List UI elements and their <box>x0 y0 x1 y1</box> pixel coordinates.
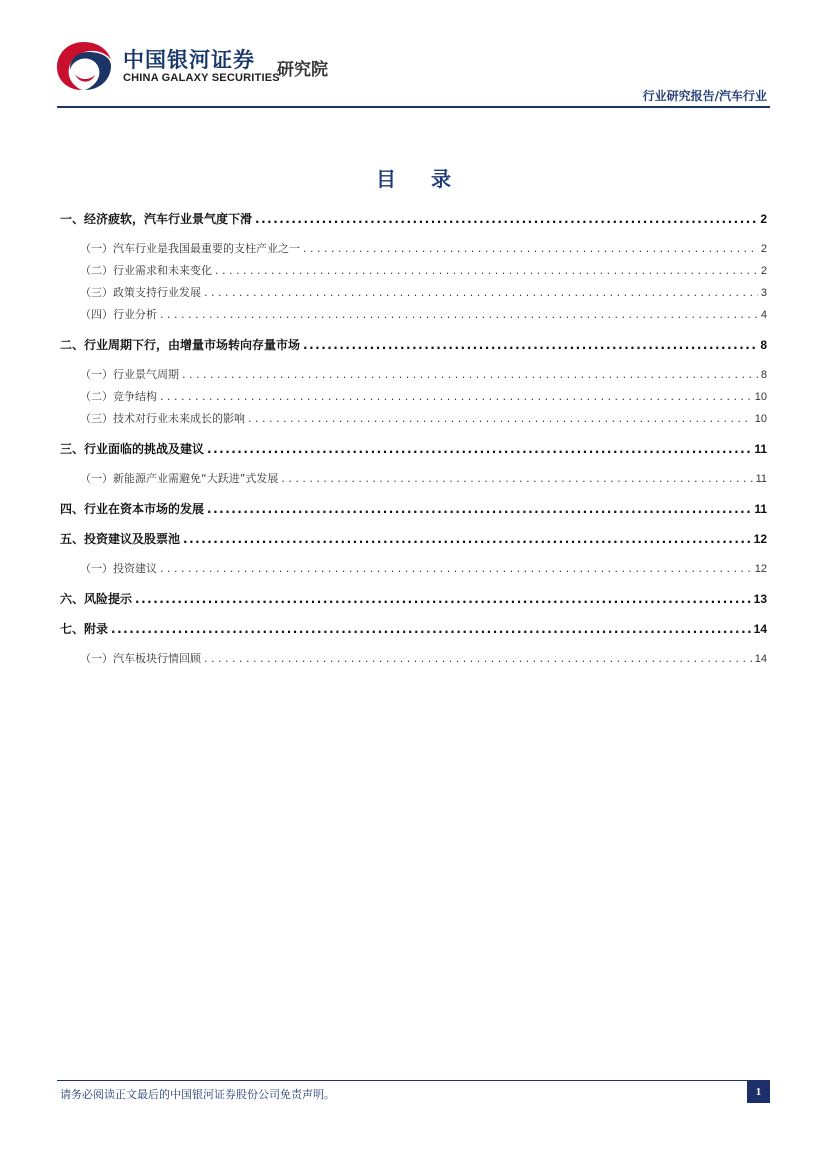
toc-dot-leader <box>204 652 752 665</box>
toc-entry-text: （二）行业需求和未来变化 <box>80 264 212 277</box>
toc-entry-text: （一）行业景气周期 <box>80 368 179 381</box>
toc-dot-leader <box>207 442 751 456</box>
disclaimer-text: 请务必阅读正文最后的中国银河证券股份公司免责声明。 <box>60 1088 335 1101</box>
toc-subsection-entry[interactable] <box>80 470 767 486</box>
toc-dot-leader <box>111 622 751 636</box>
toc-section-entry[interactable] <box>60 620 767 637</box>
toc-entry-text: （三）政策支持行业发展 <box>80 286 201 299</box>
toc-section-entry[interactable] <box>60 590 767 607</box>
toc-dot-leader <box>248 412 752 425</box>
toc-dot-leader <box>160 308 758 321</box>
toc-dot-leader <box>182 368 758 381</box>
toc-subsection-entry[interactable] <box>80 262 767 278</box>
toc-page-number: 10 <box>754 391 767 403</box>
page-number-badge: 1 <box>747 1081 770 1103</box>
toc-subsection-entry[interactable] <box>80 388 767 404</box>
toc-page-number: 11 <box>754 502 767 516</box>
toc-subsection-entry[interactable] <box>80 650 767 666</box>
toc-dot-leader <box>303 338 757 352</box>
report-type-label: 行业研究报告/汽车行业 <box>642 89 767 103</box>
toc-page-number: 10 <box>754 413 767 425</box>
toc-dot-leader <box>215 264 758 277</box>
toc-dot-leader <box>183 532 751 546</box>
toc-entry-text: 一、经济疲软，汽车行业景气度下滑 <box>60 212 253 226</box>
galaxy-logo-icon <box>55 40 113 92</box>
toc-page-number: 13 <box>753 592 767 606</box>
header-divider <box>57 106 770 108</box>
toc-entry-text: 七、附录 <box>60 622 109 636</box>
toc-dot-leader <box>255 212 757 226</box>
page-header <box>0 0 827 110</box>
toc-subsection-entry[interactable] <box>80 284 767 300</box>
toc-section-entry[interactable] <box>60 530 767 547</box>
toc-entry-text: 三、行业面临的挑战及建议 <box>60 442 205 456</box>
toc-page-number: 12 <box>753 532 767 546</box>
toc-page-number: 8 <box>760 369 767 381</box>
toc-dot-leader <box>160 390 752 403</box>
toc-entry-text: （二）竞争结构 <box>80 390 157 403</box>
toc-dot-leader <box>281 472 752 485</box>
toc-page-number: 14 <box>754 653 767 665</box>
toc-title: 目 录 <box>376 167 465 191</box>
toc-entry-text: （一）投资建议 <box>80 562 157 575</box>
toc-section-entry[interactable] <box>60 336 767 353</box>
toc-page-number: 3 <box>760 287 767 299</box>
toc-dot-leader <box>303 242 758 255</box>
toc-page-number: 2 <box>760 243 767 255</box>
toc-subsection-entry[interactable] <box>80 560 767 576</box>
toc-subsection-entry[interactable] <box>80 240 767 256</box>
toc-page-number: 4 <box>760 309 767 321</box>
toc-section-entry[interactable] <box>60 440 767 457</box>
toc-page-number: 2 <box>760 265 767 277</box>
toc-entry-text: 二、行业周期下行，由增量市场转向存量市场 <box>60 338 301 352</box>
brand-name-cn: 中国银河证券 <box>123 48 255 72</box>
brand-name-en: CHINA GALAXY SECURITIES <box>123 72 280 84</box>
toc-entry-text: 五、投资建议及股票池 <box>60 532 181 546</box>
toc-entry-text: （三）技术对行业未来成长的影响 <box>80 412 245 425</box>
toc-page-number: 11 <box>755 473 767 485</box>
toc-dot-leader <box>204 286 758 299</box>
toc-page-number: 14 <box>753 622 767 636</box>
toc-dot-leader <box>207 502 751 516</box>
toc-section-entry[interactable] <box>60 210 767 227</box>
toc-entry-text: （一）汽车行业是我国最重要的支柱产业之一 <box>80 242 300 255</box>
toc-entry-text: （一）新能源产业需避免“大跃进”式发展 <box>80 472 279 485</box>
toc-entry-text: （四）行业分析 <box>80 308 157 321</box>
toc-subsection-entry[interactable] <box>80 366 767 382</box>
toc-entry-text: 六、风险提示 <box>60 592 133 606</box>
institute-label: 研究院 <box>277 60 328 80</box>
toc-dot-leader <box>135 592 751 606</box>
toc-entry-text: （一）汽车板块行情回顾 <box>80 652 201 665</box>
toc-dot-leader <box>160 562 752 575</box>
toc-page-number: 2 <box>760 212 767 226</box>
toc-section-entry[interactable] <box>60 500 767 517</box>
footer-divider <box>57 1080 770 1081</box>
toc-page-number: 12 <box>754 563 767 575</box>
toc-entry-text: 四、行业在资本市场的发展 <box>60 502 205 516</box>
toc-page-number: 8 <box>760 338 767 352</box>
toc-subsection-entry[interactable] <box>80 306 767 322</box>
toc-subsection-entry[interactable] <box>80 410 767 426</box>
toc-page-number: 11 <box>754 442 767 456</box>
